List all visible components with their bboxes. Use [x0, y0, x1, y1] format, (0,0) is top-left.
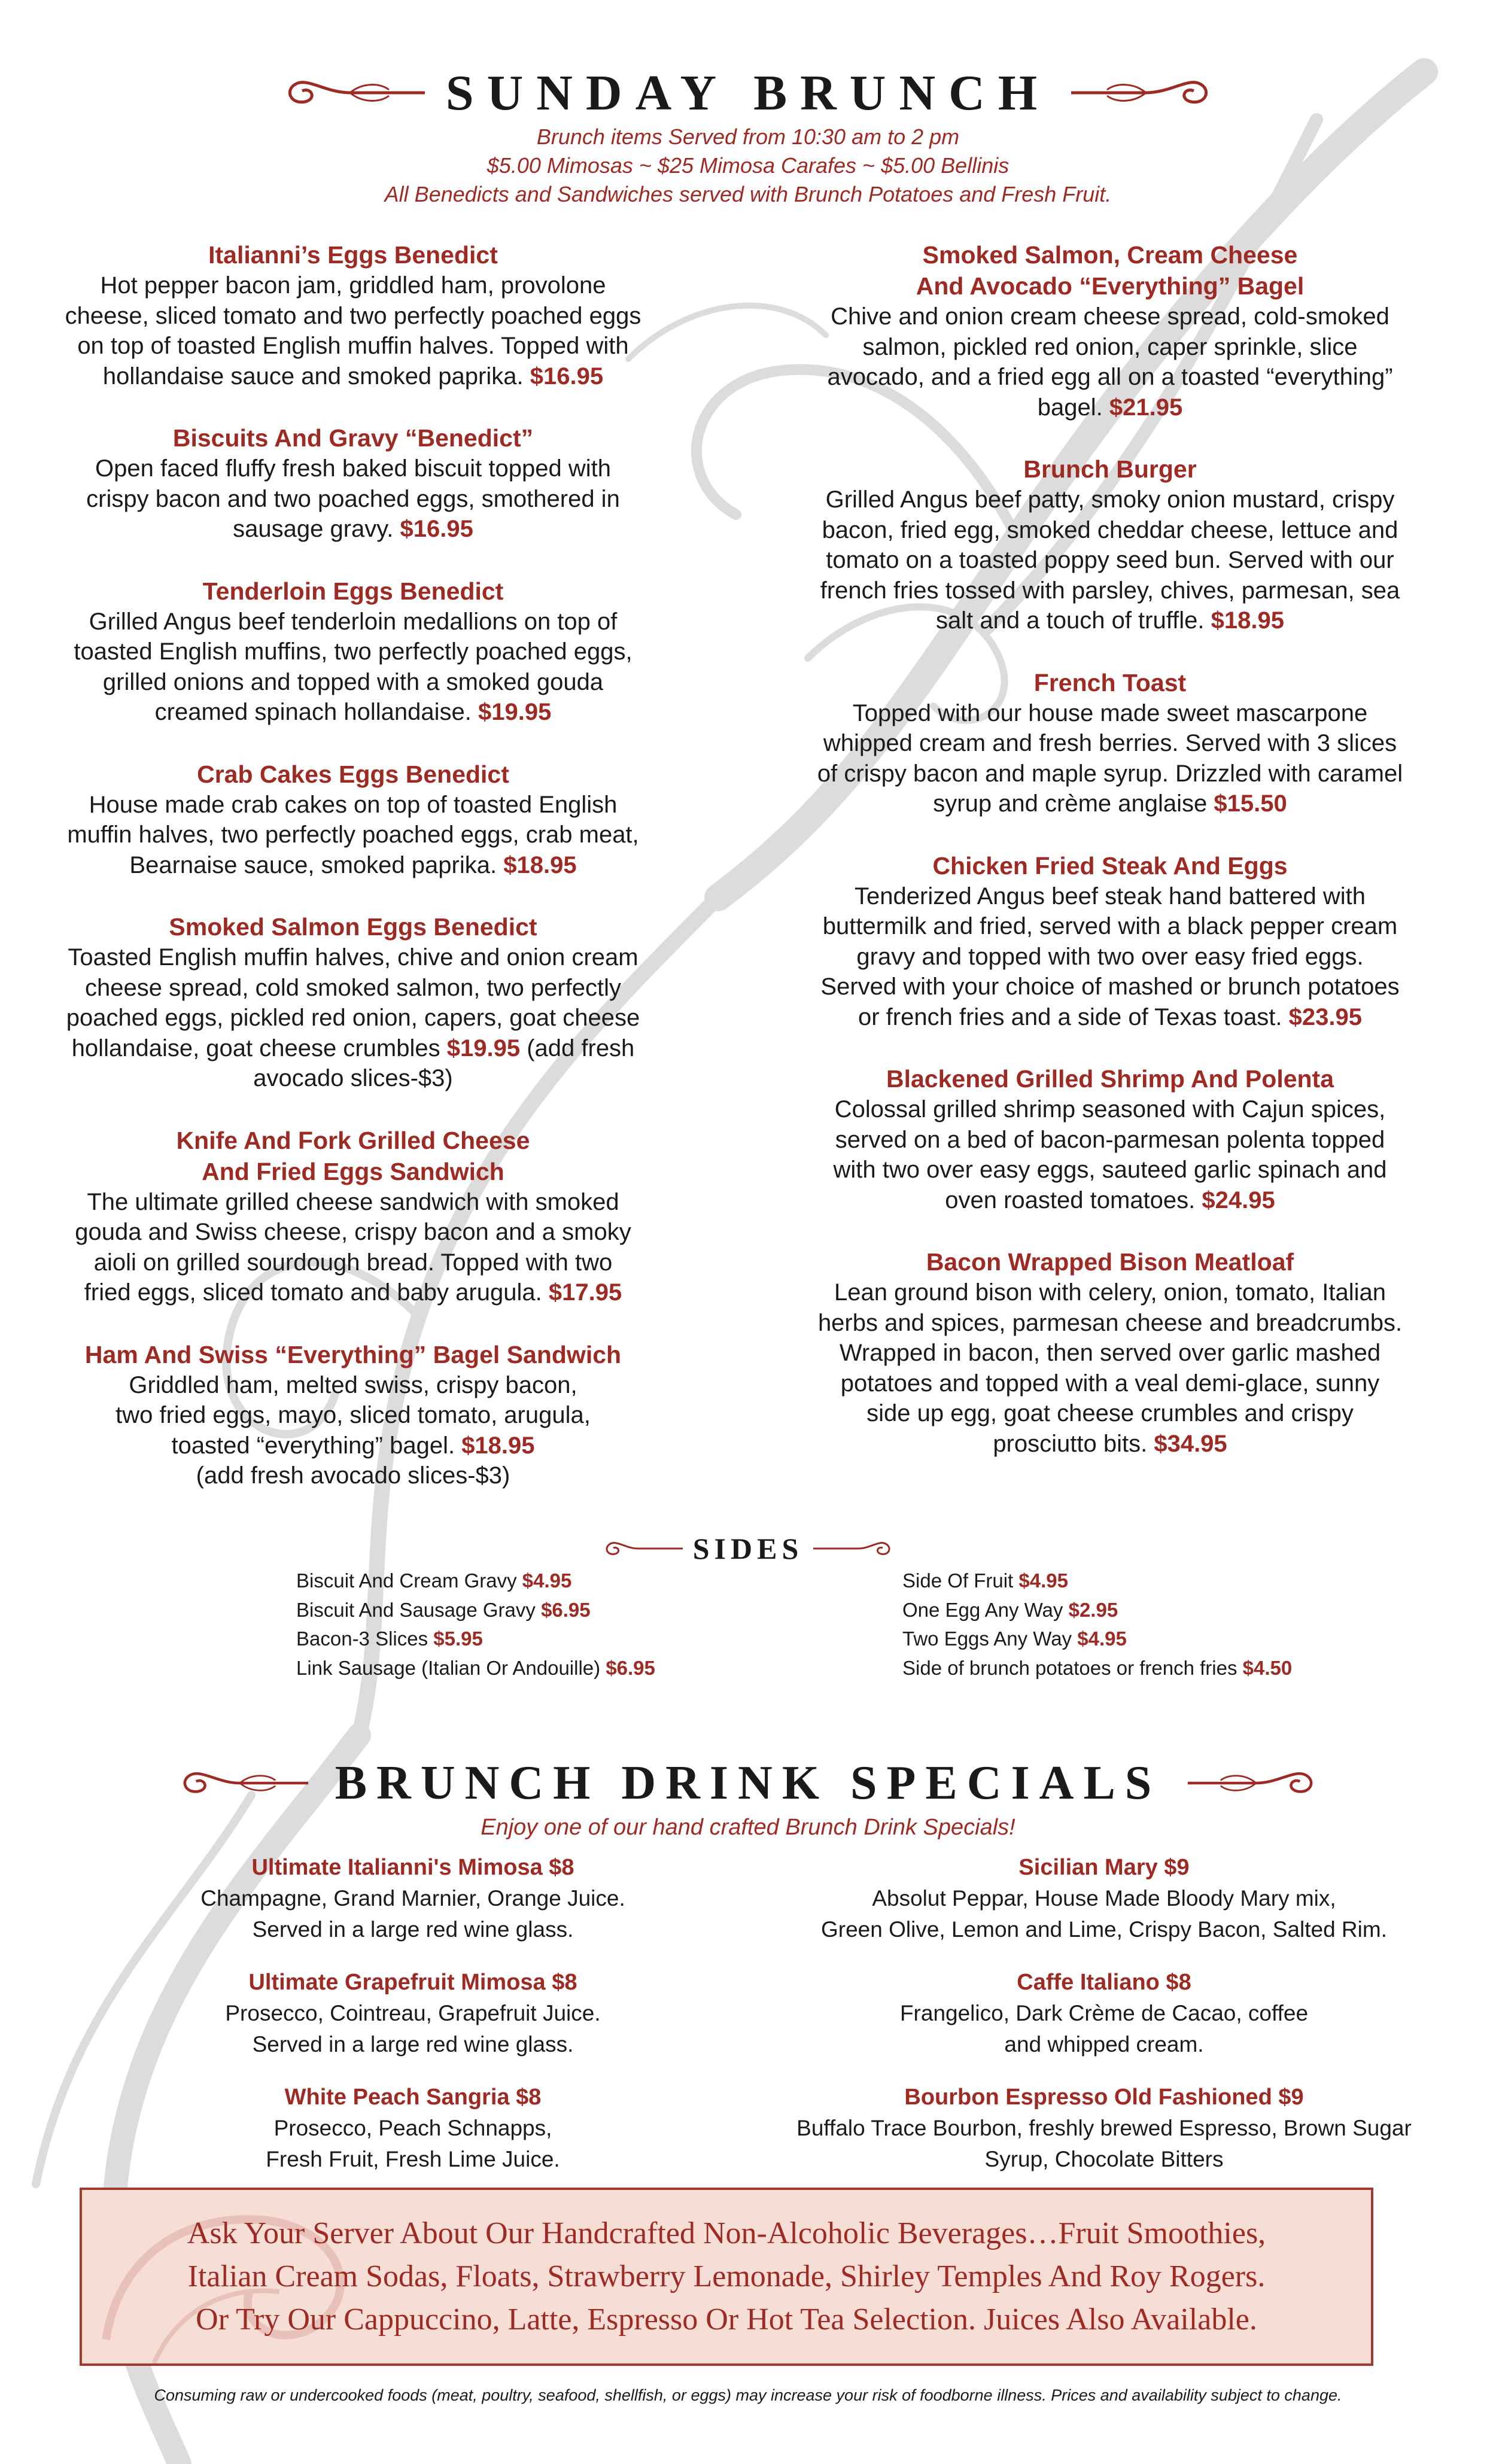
menu-item-description: Lean ground bison with celery, onion, tomato, Italian herbs and spices, parmesan cheese and breadcrumbs. Wrapped in bacon, then served over garlic mashed potatoes and topped with a veal demi-glace, sunny side up egg, goat cheese crumbles and crispy prosciutto bits. $34.95: [817, 1279, 1403, 1457]
side-item: Two Eggs Any Way $4.95: [902, 1628, 1127, 1650]
menu-item-price: $18.95: [503, 851, 577, 878]
drink-description: Prosecco, Cointreau, Grapefruit Juice. Served in a large red wine glass.: [225, 2001, 601, 2057]
menu-item-description: Hot pepper bacon jam, griddled ham, provolone cheese, sliced tomato and two perfectly poached eggs on top of toasted English muffin halves. Topped with hollandaise sauce and smoked paprika. $16.95: [65, 272, 641, 390]
menu-item-price: $18.95: [1211, 607, 1284, 634]
menu-item-name: Biscuits And Gravy “Benedict”: [172, 424, 534, 452]
menu-item: [796, 850, 1424, 1033]
menu-item-description: Topped with our house made sweet mascarpone whipped cream and fresh berries. Served with 3 slices of crispy bacon and maple syrup. Drizzled with caramel syrup and crème anglaise $15.50: [817, 699, 1403, 817]
menu-item-name: Bacon Wrapped Bison Meatloaf: [926, 1248, 1294, 1276]
right-flourish-icon: [1068, 72, 1212, 114]
drink-description: Absolut Peppar, House Made Bloody Mary mix, Green Olive, Lemon and Lime, Crispy Bacon, Salted Rim.: [821, 1886, 1387, 1942]
menu-item-name: Blackened Grilled Shrimp And Polenta: [886, 1065, 1334, 1093]
side-item: Biscuit And Sausage Gravy $6.95: [296, 1598, 591, 1621]
drink-name: Sicilian Mary $9: [1018, 1855, 1190, 1880]
drink-description: Frangelico, Dark Crème de Cacao, coffee and whipped cream.: [899, 2001, 1309, 2057]
menu-item-name: Ham And Swiss “Everything” Bagel Sandwich: [84, 1340, 622, 1368]
side-item: Side Of Fruit $4.95: [902, 1569, 1068, 1592]
menu-item-name: Tenderloin Eggs Benedict: [202, 577, 504, 605]
menu-item-name: Smoked Salmon, Cream Cheese And Avocado “Everything” Bagel: [916, 241, 1305, 300]
drink-item: [108, 2082, 718, 2175]
left-flourish-icon: [284, 72, 428, 114]
menu-item-price: $23.95: [1288, 1003, 1362, 1030]
left-flourish-icon: [174, 1764, 317, 1802]
menu-item-description: Tenderized Angus beef steak hand battered with buttermilk and fried, served with a black pepper cream gravy and topped with two over easy fried eggs. Served with your choice of mashed or brunch potatoes or french fries and a side of Texas toast. $23.95: [820, 883, 1400, 1030]
promo-line: Ask Your Server About Our Handcrafted Non-Alcoholic Beverages…Fruit Smoothies,: [187, 2216, 1266, 2250]
menu-item: [48, 759, 658, 881]
menu-item: [48, 576, 658, 728]
drinks-subtitle: Enjoy one of our hand crafted Brunch Drink Specials!: [481, 1815, 1015, 1840]
menu-item-name: Chicken Fried Steak And Eggs: [932, 851, 1288, 880]
menu-item-name: Knife And Fork Grilled Cheese And Fried Eggs Sandwich: [176, 1126, 530, 1185]
menu-item: [796, 667, 1424, 819]
menu-item-name: French Toast: [1033, 668, 1187, 696]
page-title: SUNDAY BRUNCH: [445, 65, 1051, 121]
menu-item: [48, 911, 658, 1094]
drink-item: [760, 1967, 1448, 2060]
food-safety-disclaimer: Consuming raw or undercooked foods (meat, poultry, seafood, shellfish, or eggs) may increase your risk of foodborne illness. Prices and availability subject to change.: [154, 2386, 1342, 2404]
sides-left-list: [296, 1566, 715, 1683]
menu-item-price: $19.95: [478, 699, 552, 725]
drink-name: Ultimate Italianni's Mimosa $8: [251, 1855, 574, 1880]
drink-description: Buffalo Trace Bourbon, freshly brewed Espresso, Brown Sugar Syrup, Chocolate Bitters: [796, 2116, 1412, 2171]
menu-item: [796, 1246, 1424, 1459]
menu-item: [796, 1063, 1424, 1215]
menu-item-price: $34.95: [1154, 1430, 1227, 1457]
menu-item-name: Italianni’s Eggs Benedict: [208, 241, 498, 269]
menu-item-addon: (add fresh avocado slices-$3): [196, 1462, 510, 1489]
brunch-hours-line: Brunch items Served from 10:30 am to 2 pm: [536, 124, 960, 149]
non-alcoholic-beverages-box: [80, 2188, 1373, 2366]
right-flourish-icon: [810, 1537, 894, 1560]
drink-name: Bourbon Espresso Old Fashioned $9: [904, 2085, 1304, 2110]
promo-line: Italian Cream Sodas, Floats, Strawberry Lemonade, Shirley Temples And Roy Rogers.: [187, 2259, 1266, 2293]
promo-line: Or Try Our Cappuccino, Latte, Espresso Or Hot Tea Selection. Juices Also Available.: [196, 2302, 1257, 2337]
drink-item: [108, 1967, 718, 2060]
menu-item: [48, 1339, 658, 1491]
mimosa-pricing-line: $5.00 Mimosas ~ $25 Mimosa Carafes ~ $5.00 Bellinis: [486, 153, 1010, 178]
menu-item: [48, 422, 658, 544]
menu-item: [796, 454, 1424, 636]
menu-item-description: The ultimate grilled cheese sandwich with smoked gouda and Swiss cheese, crispy bacon and a smoky aioli on grilled sourdough bread. Topped with two fried eggs, sliced tomato and baby arugula. $17.95: [75, 1188, 631, 1306]
drinks-title-row: [0, 1753, 1496, 1813]
drinks-right-column: [760, 1852, 1448, 2197]
drink-item: [108, 1852, 718, 1945]
menu-item-description: Chive and onion cream cheese spread, cold-smoked salmon, pickled red onion, caper sprinkle, slice avocado, and a fried egg all on a toasted “everything” bagel. $21.95: [827, 303, 1393, 421]
menu-item-price: $16.95: [530, 363, 604, 390]
menu-item-price: $24.95: [1202, 1187, 1275, 1213]
menu-item-description: Toasted English muffin halves, chive and onion cream cheese spread, cold smoked salmon, two perfectly poached eggs, pickled red onion, capers, goat cheese hollandaise, goat cheese crumbles $19.95 (add fresh avocado slices-$3): [48, 942, 658, 1094]
drink-item: [760, 2082, 1448, 2175]
left-flourish-icon: [602, 1537, 686, 1560]
served-with-line: All Benedicts and Sandwiches served with Brunch Potatoes and Fresh Fruit.: [384, 182, 1112, 206]
right-menu-column: [796, 239, 1424, 1490]
sides-title: SIDES: [692, 1531, 804, 1565]
drink-name: White Peach Sangria $8: [284, 2085, 542, 2110]
drink-description: Champagne, Grand Marnier, Orange Juice. Served in a large red wine glass.: [200, 1886, 625, 1942]
menu-item-description: Grilled Angus beef patty, smoky onion mustard, crispy bacon, fried egg, smoked cheddar cheese, lettuce and tomato on a toasted poppy seed bun. Served with our french fries tossed with parsley, chives, parmesan, sea salt and a touch of truffle. $18.95: [820, 486, 1400, 634]
menu-item-name: Smoked Salmon Eggs Benedict: [169, 913, 537, 941]
menu-item: [796, 239, 1424, 422]
menu-item-name: Crab Cakes Eggs Benedict: [197, 760, 509, 788]
menu-item-description: Open faced fluffy fresh baked biscuit topped with crispy bacon and two poached eggs, smothered in sausage gravy. $16.95: [86, 455, 620, 542]
menu-item-addon: avocado slices-$3): [253, 1065, 453, 1091]
side-item: One Egg Any Way $2.95: [902, 1598, 1118, 1621]
left-menu-column: [48, 239, 658, 1522]
menu-item-price: $21.95: [1109, 394, 1183, 421]
drinks-left-column: [108, 1852, 718, 2197]
drink-item: [760, 1852, 1448, 1945]
menu-item-description: Colossal grilled shrimp seasoned with Cajun spices, served on a bed of bacon-parmesan polenta topped with two over easy eggs, sauteed garlic spinach and oven roasted tomatoes. $24.95: [833, 1096, 1387, 1213]
sides-title-row: [0, 1529, 1496, 1568]
menu-item-description: House made crab cakes on top of toasted English muffin halves, two perfectly poached eggs, crab meat, Bearnaise sauce, smoked paprika. $18.95: [67, 791, 639, 878]
menu-item: [48, 239, 658, 391]
drink-name: Ultimate Grapefruit Mimosa $8: [248, 1970, 577, 1995]
menu-item-price: $17.95: [548, 1279, 622, 1306]
sides-right-list: [902, 1566, 1357, 1683]
menu-item-price: $16.95: [400, 516, 473, 542]
drink-description: Prosecco, Peach Schnapps, Fresh Fruit, Fresh Lime Juice.: [266, 2116, 560, 2171]
menu-item-price: $15.50: [1214, 790, 1287, 817]
brunch-title-row: [0, 60, 1496, 126]
menu-item: [48, 1125, 658, 1308]
right-flourish-icon: [1179, 1764, 1322, 1802]
menu-item-price: $19.95: [446, 1035, 521, 1061]
side-item: Link Sausage (Italian Or Andouille) $6.95: [296, 1656, 655, 1679]
menu-item-description: Grilled Angus beef tenderloin medallions on top of toasted English muffins, two perfectly poached eggs, grilled onions and topped with a smoked gouda creamed spinach hollandaise. $19.95: [74, 608, 633, 725]
menu-item-name: Brunch Burger: [1023, 455, 1197, 483]
drinks-title: BRUNCH DRINK SPECIALS: [335, 1756, 1161, 1809]
menu-item-description: Griddled ham, melted swiss, crispy bacon, two fried eggs, mayo, sliced tomato, arugula, toasted “everything” bagel. $18.95 (add fresh avocado slices-$3): [48, 1370, 658, 1491]
menu-item-price: $18.95: [461, 1432, 535, 1459]
side-item: Bacon-3 Slices $5.95: [296, 1628, 483, 1650]
drink-name: Caffe Italiano $8: [1017, 1970, 1191, 1995]
side-item: Side of brunch potatoes or french fries $4.50: [902, 1656, 1293, 1679]
side-item: Biscuit And Cream Gravy $4.95: [296, 1569, 572, 1592]
